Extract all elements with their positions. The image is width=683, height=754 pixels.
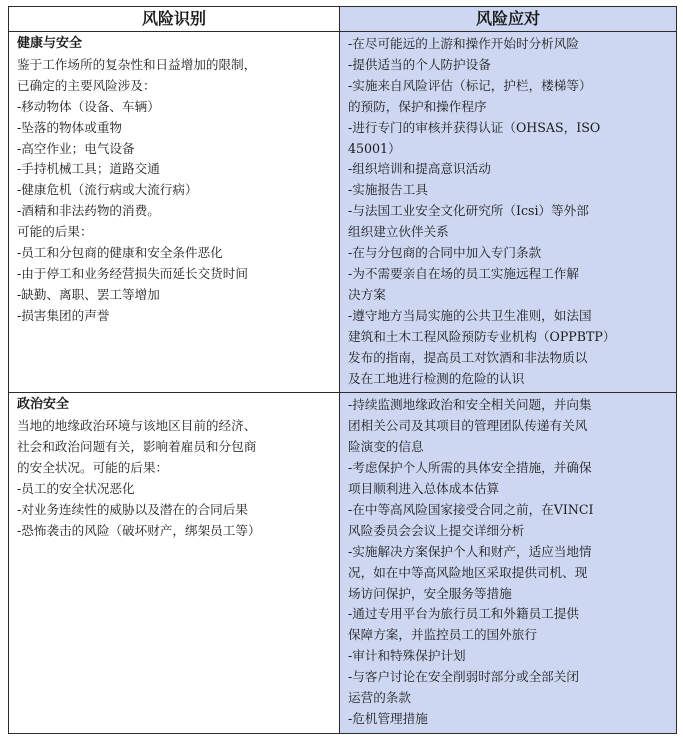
risk-line: -高空作业；电气设备	[17, 140, 135, 156]
risk-line: 的安全状况。可能的后果：	[17, 460, 169, 476]
response-line: 发布的指南，提高员工对饮酒和非法物质以	[348, 349, 588, 365]
response-line: -考虑保护个人所需的具体安全措施，并确保	[348, 460, 592, 476]
response-line: 团相关公司及其项目的管理团队传递有关风	[348, 418, 588, 434]
risk-response-cell	[340, 32, 677, 393]
risk-identification-cell	[9, 393, 340, 734]
risk-line: 可能的后果：	[17, 224, 93, 240]
response-line: 决方案	[348, 286, 386, 302]
response-line: -持续监测地缘政治和安全相关问题，并向集	[348, 397, 592, 413]
risk-line: -对业务连续性的威胁以及潜在的合同后果	[17, 501, 248, 517]
response-line: -实施报告工具	[348, 182, 428, 198]
section-title: 政治安全	[17, 397, 70, 413]
response-line: 场访问保护，安全服务等措施	[348, 585, 512, 601]
response-line: -实施来自风险评估（标记，护栏，楼梯等）	[348, 77, 592, 93]
risk-line: -酒精和非法药物的消费。	[17, 203, 160, 219]
response-line: -组织培训和提高意识活动	[348, 161, 491, 177]
header-risk-identification: 风险识别	[9, 7, 340, 32]
response-line: -审计和特殊保护计划	[348, 648, 466, 664]
risk-line: -移动物体（设备、车辆）	[17, 98, 160, 114]
risk-line: 已确定的主要风险涉及：	[17, 77, 156, 93]
section-title: 健康与安全	[17, 36, 83, 51]
response-line: 45001）	[348, 140, 401, 156]
risk-line: -员工的安全状况恶化	[17, 481, 135, 497]
response-line: 组织建立伙伴关系	[348, 224, 449, 240]
header-row	[9, 7, 677, 32]
risk-line: 当地的地缘政治环境与该地区目前的经济、	[17, 418, 257, 434]
risk-line: 社会和政治问题有关，影响着雇员和分包商	[17, 439, 257, 455]
response-line: 建筑和土木工程风险预防专业机构（OPPBTP）	[348, 328, 616, 344]
response-line: -在与分包商的合同中加入专门条款	[348, 245, 542, 261]
risk-line: -缺勤、离职、罢工等增加	[17, 286, 160, 302]
section-row	[9, 32, 677, 393]
risk-table	[8, 6, 677, 734]
response-line: -提供适当的个人防护设备	[348, 56, 491, 72]
risk-line: -手持机械工具；道路交通	[17, 161, 160, 177]
response-line: -通过专用平台为旅行员工和外籍员工提供	[348, 606, 579, 622]
response-line: 的预防，保护和操作程序	[348, 98, 487, 114]
response-line: 运营的条款	[348, 690, 411, 706]
response-line: 险演变的信息	[348, 439, 424, 455]
risk-line: -坠落的物体或重物	[17, 119, 123, 135]
response-line: 保障方案，并监控员工的国外旅行	[348, 627, 537, 643]
risk-line: -损害集团的声誉	[17, 307, 110, 323]
response-line: -实施解决方案保护个人和财产，适应当地情	[348, 543, 592, 559]
response-line: -为不需要亲自在场的员工实施远程工作解	[348, 265, 579, 281]
risk-line: 鉴于工作场所的复杂性和日益增加的限制，	[17, 56, 257, 72]
risk-response-cell	[340, 393, 677, 734]
risk-line: -员工和分包商的健康和安全条件恶化	[17, 245, 223, 261]
response-line: -危机管理措施	[348, 711, 428, 726]
header-risk-response: 风险应对	[340, 7, 677, 32]
response-line: 风险委员会会议上提交详细分析	[348, 522, 525, 538]
response-line: -与法国工业安全文化研究所（Icsi）等外部	[348, 203, 589, 219]
response-line: -与客户讨论在安全削弱时部分或全部关闭	[348, 669, 579, 685]
risk-line: -健康危机（流行病或大流行病）	[17, 182, 198, 198]
response-line: 况，如在中等高风险地区采取提供司机、现	[348, 564, 588, 580]
response-line: 及在工地进行检测的危险的认识	[348, 370, 525, 386]
risk-line: -恐怖袭击的风险（破坏财产，绑架员工等）	[17, 522, 261, 538]
response-line: -在中等高风险国家接受合同之前，在VINCI	[348, 501, 594, 517]
table-body	[9, 32, 677, 734]
response-line: 项目顺利进入总体成本估算	[348, 481, 500, 497]
section-row	[9, 393, 677, 734]
response-line: -遵守地方当局实施的公共卫生准则，如法国	[348, 307, 592, 323]
risk-line: -由于停工和业务经营损失而延长交货时间	[17, 265, 248, 281]
response-line: -在尽可能远的上游和操作开始时分析风险	[348, 36, 579, 51]
risk-identification-cell	[9, 32, 340, 393]
response-line: -进行专门的审核并获得认证（OHSAS，ISO	[348, 119, 601, 135]
